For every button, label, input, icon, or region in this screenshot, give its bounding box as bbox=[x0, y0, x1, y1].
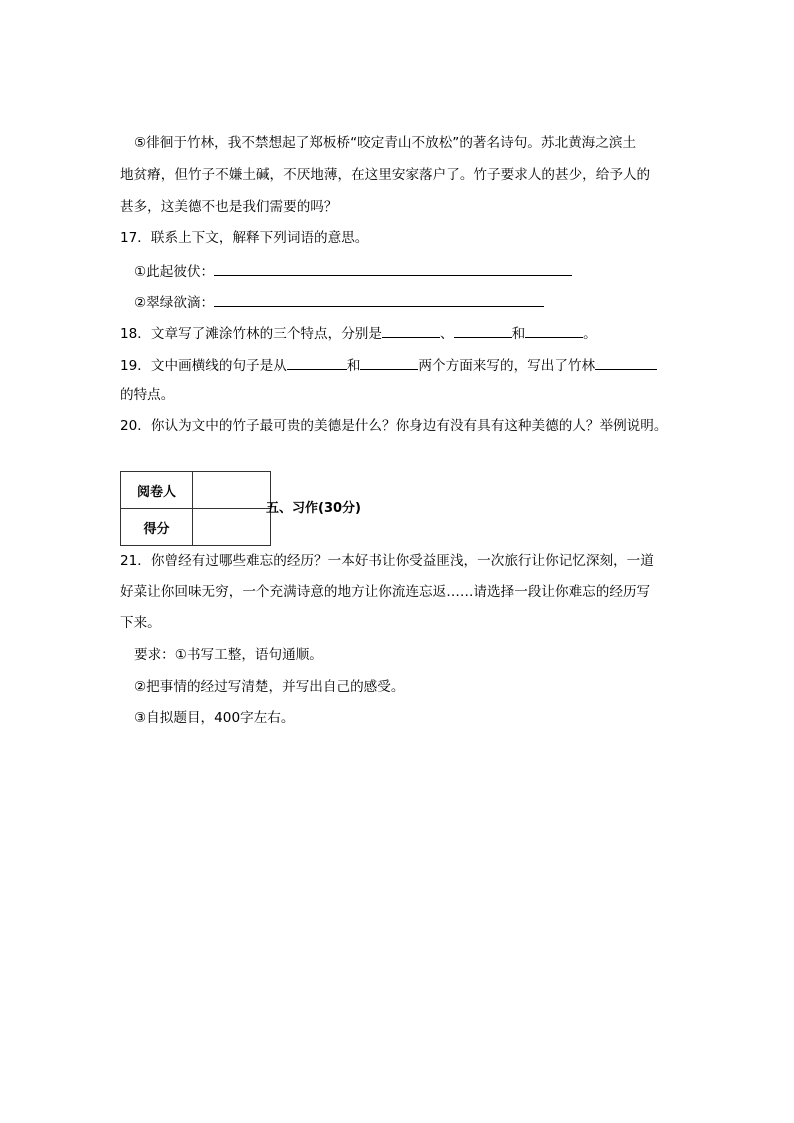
text-line: 地贫瘠，但竹子不嫌土碱，不厌地薄，在这里安家落户了。竹子要求人的甚少，给予人的 bbox=[120, 167, 651, 183]
answer-blank[interactable] bbox=[595, 355, 657, 370]
text-line: 甚多，这美德不也是我们需要的吗？ bbox=[120, 199, 338, 215]
answer-blank[interactable] bbox=[287, 355, 347, 370]
question-text: 19．文中画横线的句子是从 bbox=[120, 358, 287, 374]
section-5-title: 五、习作(30分) bbox=[266, 501, 361, 516]
punctuation: 。 bbox=[583, 326, 597, 342]
reviewer-label: 阅卷人 bbox=[121, 472, 193, 509]
question-text: 两个方面来写的，写出了竹林 bbox=[418, 358, 596, 374]
separator: 和 bbox=[346, 358, 361, 374]
requirement-3: ③自拟题目，400字左右。 bbox=[134, 710, 295, 726]
answer-blank[interactable] bbox=[360, 355, 418, 370]
text-line: 好菜让你回味无穷，一个充满诗意的地方让你流连忘返……请选择一段让你难忘的经历写 bbox=[120, 584, 651, 600]
question-17-item-1 bbox=[134, 261, 572, 281]
question-text: 18．文章写了滩涂竹林的三个特点，分别是 bbox=[120, 326, 382, 342]
score-table bbox=[120, 471, 271, 546]
question-17: 17．联系上下文，解释下列词语的意思。 bbox=[120, 230, 369, 246]
question-18 bbox=[120, 323, 597, 343]
answer-blank[interactable] bbox=[382, 323, 440, 338]
separator: 和 bbox=[511, 326, 526, 342]
score-label: 得分 bbox=[121, 509, 193, 546]
answer-blank[interactable] bbox=[525, 323, 583, 338]
requirement-2: ②把事情的经过写清楚，并写出自己的感受。 bbox=[134, 679, 405, 695]
text-line: 下来。 bbox=[120, 615, 161, 631]
score-cell[interactable] bbox=[193, 509, 271, 546]
question-19 bbox=[120, 355, 657, 375]
text-line: 21．你曾经有过哪些难忘的经历？一本好书让你受益匪浅，一次旅行让你记忆深刻，一道 bbox=[120, 553, 654, 569]
separator: 、 bbox=[439, 326, 454, 342]
item-label: ①此起彼伏： bbox=[134, 264, 215, 280]
answer-blank[interactable] bbox=[214, 261, 572, 276]
item-label: ②翠绿欲滴： bbox=[134, 295, 215, 311]
requirement-1: 要求：①书写工整，语句通顺。 bbox=[134, 647, 323, 663]
text-line: ⑤徘徊于竹林，我不禁想起了郑板桥“咬定青山不放松”的著名诗句。苏北黄海之滨土 bbox=[134, 135, 637, 151]
question-17-item-2 bbox=[134, 292, 544, 312]
question-20: 20．你认为文中的竹子最可贵的美德是什么？你身边有没有具有这种美德的人？举例说明。 bbox=[120, 418, 668, 434]
reviewer-cell[interactable] bbox=[193, 472, 271, 509]
question-19-line-2: 的特点。 bbox=[120, 387, 175, 403]
answer-blank[interactable] bbox=[454, 323, 512, 338]
answer-blank[interactable] bbox=[214, 292, 544, 307]
